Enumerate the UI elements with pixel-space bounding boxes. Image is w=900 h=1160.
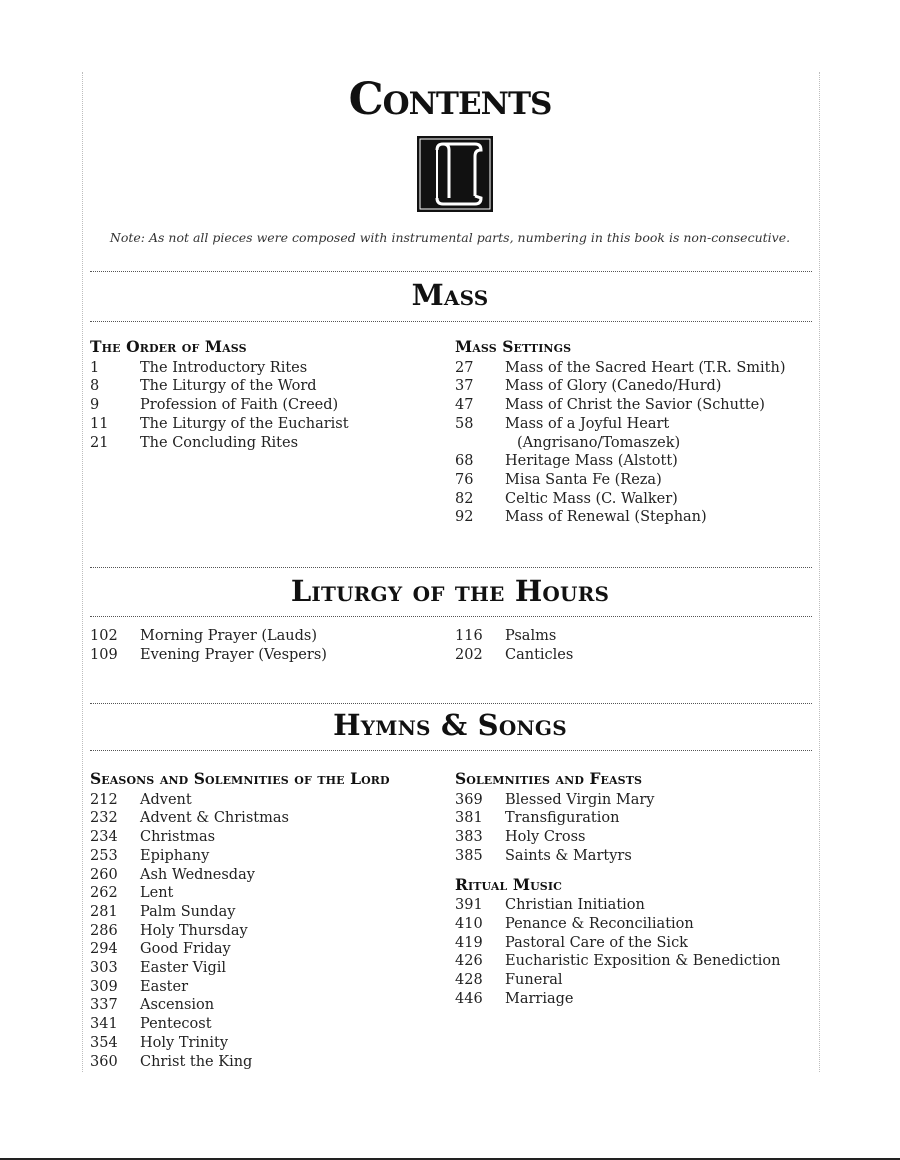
entry-title: Morning Prayer (Lauds): [140, 628, 318, 644]
toc-entry[interactable]: [455, 952, 780, 971]
order-of-mass-heading: The Order of Mass: [90, 337, 247, 356]
entry-number: 58: [455, 415, 474, 432]
entry-title: Penance & Reconciliation: [505, 915, 694, 932]
toc-entry[interactable]: [90, 903, 390, 922]
entry-title: Christmas: [140, 829, 216, 846]
entry-number: 234: [90, 829, 118, 846]
toc-entry[interactable]: [90, 809, 390, 828]
toc-entry[interactable]: [90, 959, 390, 978]
section-heading-mass: Mass: [411, 278, 489, 312]
entry-title: Good Friday: [140, 941, 231, 958]
toc-entry[interactable]: [90, 1015, 390, 1034]
entry-title: Pentecost: [140, 1016, 212, 1033]
toc-entry[interactable]: [455, 490, 785, 509]
entry-title: Holy Thursday: [140, 922, 248, 939]
entry-number: 337: [90, 997, 118, 1014]
entry-number: 109: [90, 646, 118, 663]
entry-number: 1: [90, 359, 100, 376]
entry-number: 426: [455, 953, 483, 970]
toc-entry[interactable]: [455, 627, 573, 646]
toc-entry[interactable]: [455, 452, 785, 471]
section-heading-hours: Liturgy of the Hours: [290, 574, 610, 608]
entry-title: Lent: [140, 885, 174, 902]
entry-number: 303: [90, 960, 118, 977]
entry-title: The Introductory Rites: [140, 359, 308, 376]
entry-number: 391: [455, 897, 483, 914]
toc-entry[interactable]: [455, 809, 780, 828]
entry-number: 102: [90, 628, 118, 644]
entry-number: 369: [455, 791, 483, 808]
entry-title: Marriage: [505, 990, 574, 1007]
entry-title: Mass of Christ the Savior (Schutte): [505, 397, 765, 414]
entry-number: 92: [455, 509, 474, 526]
seasons-column: [90, 770, 390, 1071]
entry-number: 37: [455, 378, 474, 395]
toc-entry[interactable]: [455, 471, 785, 490]
entry-title: Christian Initiation: [505, 897, 645, 914]
entry-title: Profession of Faith (Creed): [140, 397, 339, 414]
entry-title: Saints & Martyrs: [505, 847, 632, 864]
toc-entry[interactable]: [90, 359, 349, 378]
toc-entry[interactable]: [455, 847, 780, 866]
entry-title: Psalms: [505, 628, 557, 644]
entry-number: 11: [90, 415, 109, 432]
entry-number: 27: [455, 359, 474, 376]
entry-title: Mass of a Joyful Heart: [505, 415, 670, 432]
entry-number: 68: [455, 453, 474, 470]
entry-number: 294: [90, 941, 118, 958]
divider: [90, 750, 812, 751]
toc-entry[interactable]: [90, 646, 327, 665]
toc-entry[interactable]: [455, 971, 780, 990]
page-title: Contents: [348, 74, 552, 125]
entry-number: 253: [90, 847, 118, 864]
order-of-mass-column: [90, 338, 349, 452]
hours-right-column: [455, 627, 573, 664]
toc-entry[interactable]: [455, 915, 780, 934]
entry-title: Misa Santa Fe (Reza): [505, 471, 662, 488]
entry-title: Eucharistic Exposition & Benediction: [505, 953, 781, 970]
entry-title: The Liturgy of the Eucharist: [140, 415, 349, 432]
ritual-music-heading: Ritual Music: [455, 874, 562, 894]
toc-entry[interactable]: [90, 847, 390, 866]
entry-number: 202: [455, 646, 483, 663]
entry-title: Evening Prayer (Vespers): [140, 646, 327, 663]
entry-number: 354: [90, 1034, 118, 1051]
entry-number: 8: [90, 378, 100, 395]
entry-number: 341: [90, 1016, 118, 1033]
toc-entry[interactable]: [90, 434, 349, 453]
toc-entry[interactable]: [455, 896, 780, 915]
seasons-heading: Seasons and Solemnities of the Lord: [90, 769, 390, 788]
entry-number: 76: [455, 471, 474, 488]
toc-entry[interactable]: [90, 377, 349, 396]
entry-number: 419: [455, 934, 483, 951]
divider: [90, 567, 812, 568]
entry-title: Epiphany: [140, 847, 210, 864]
entry-title: The Concluding Rites: [140, 434, 299, 451]
hours-left-column: [90, 627, 327, 664]
divider: [90, 616, 812, 617]
toc-entry[interactable]: [455, 377, 785, 396]
entry-title: Advent: [140, 791, 192, 808]
entry-title: Celtic Mass (C. Walker): [505, 490, 678, 507]
toc-entry[interactable]: [455, 415, 785, 434]
toc-entry[interactable]: [90, 396, 349, 415]
entry-title: Easter: [140, 978, 189, 995]
entry-number: 385: [455, 847, 483, 864]
toc-entry[interactable]: [90, 884, 390, 903]
entry-title-continuation: (Angrisano/Tomaszek): [517, 434, 681, 451]
divider: [90, 703, 812, 704]
entry-number: 47: [455, 397, 474, 414]
entry-title: Funeral: [505, 972, 563, 989]
section-heading-hymns: Hymns & Songs: [333, 708, 567, 742]
entry-title: The Liturgy of the Word: [140, 378, 317, 395]
toc-entry[interactable]: [455, 359, 785, 378]
entry-number: 260: [90, 866, 118, 883]
entry-title: Palm Sunday: [140, 903, 236, 920]
toc-entry[interactable]: [90, 415, 349, 434]
toc-entry[interactable]: [90, 828, 390, 847]
entry-title: Mass of Renewal (Stephan): [505, 509, 707, 526]
entry-title: Blessed Virgin Mary: [505, 791, 655, 808]
toc-entry[interactable]: [90, 866, 390, 885]
entry-title: Ash Wednesday: [140, 866, 255, 883]
entry-title: Transfiguration: [505, 810, 620, 827]
entry-number: 212: [90, 791, 118, 808]
entry-title: Ascension: [140, 997, 215, 1014]
entry-number: 410: [455, 915, 483, 932]
toc-entry[interactable]: [90, 996, 390, 1015]
mass-settings-column: [455, 338, 785, 527]
entry-number: 383: [455, 829, 483, 846]
entry-number: 116: [455, 628, 483, 644]
divider: [90, 271, 812, 272]
solemnities-ritual-column: [455, 770, 780, 1008]
entry-number: 360: [90, 1053, 118, 1070]
toc-entry[interactable]: [90, 627, 327, 646]
entry-number: 286: [90, 922, 118, 939]
toc-entry[interactable]: [90, 1034, 390, 1053]
entry-title: Mass of Glory (Canedo/Hurd): [505, 378, 722, 395]
toc-entry[interactable]: [90, 791, 390, 810]
entry-title: Christ the King: [140, 1053, 253, 1070]
toc-entry[interactable]: [90, 978, 390, 997]
divider: [90, 321, 812, 322]
entry-title: Easter Vigil: [140, 960, 227, 977]
entry-number: 232: [90, 810, 118, 827]
entry-number: 82: [455, 490, 474, 507]
entry-number: 9: [90, 397, 100, 414]
entry-number: 309: [90, 978, 118, 995]
entry-number: 281: [90, 903, 118, 920]
toc-entry[interactable]: [455, 828, 780, 847]
scroll-icon: [417, 136, 493, 212]
entry-title: Advent & Christmas: [140, 810, 289, 827]
toc-entry[interactable]: [455, 791, 780, 810]
entry-number: 381: [455, 810, 483, 827]
toc-entry[interactable]: [90, 1053, 390, 1072]
entry-title: Holy Trinity: [140, 1034, 229, 1051]
entry-title: Pastoral Care of the Sick: [505, 934, 688, 951]
entry-title: Mass of the Sacred Heart (T.R. Smith): [505, 359, 786, 376]
entry-number: 262: [90, 885, 118, 902]
toc-entry[interactable]: [455, 508, 785, 527]
entry-number: 428: [455, 972, 483, 989]
entry-title: Holy Cross: [505, 829, 586, 846]
toc-entry-continuation: [455, 434, 785, 453]
solemnities-heading: Solemnities and Feasts: [455, 769, 643, 788]
toc-entry[interactable]: [455, 646, 573, 665]
mass-settings-heading: Mass Settings: [455, 337, 572, 356]
entry-number: 21: [90, 434, 109, 451]
toc-entry[interactable]: [455, 396, 785, 415]
entry-number: 446: [455, 990, 483, 1007]
toc-entry[interactable]: [90, 922, 390, 941]
entry-title: Heritage Mass (Alstott): [505, 453, 678, 470]
toc-entry[interactable]: [455, 934, 780, 953]
numbering-note: Note: As not all pieces were composed with instrumental parts, numbering in this book is non-consecutive.: [109, 230, 791, 245]
entry-title: Canticles: [505, 646, 574, 663]
toc-entry[interactable]: [90, 940, 390, 959]
toc-entry[interactable]: [455, 990, 780, 1009]
